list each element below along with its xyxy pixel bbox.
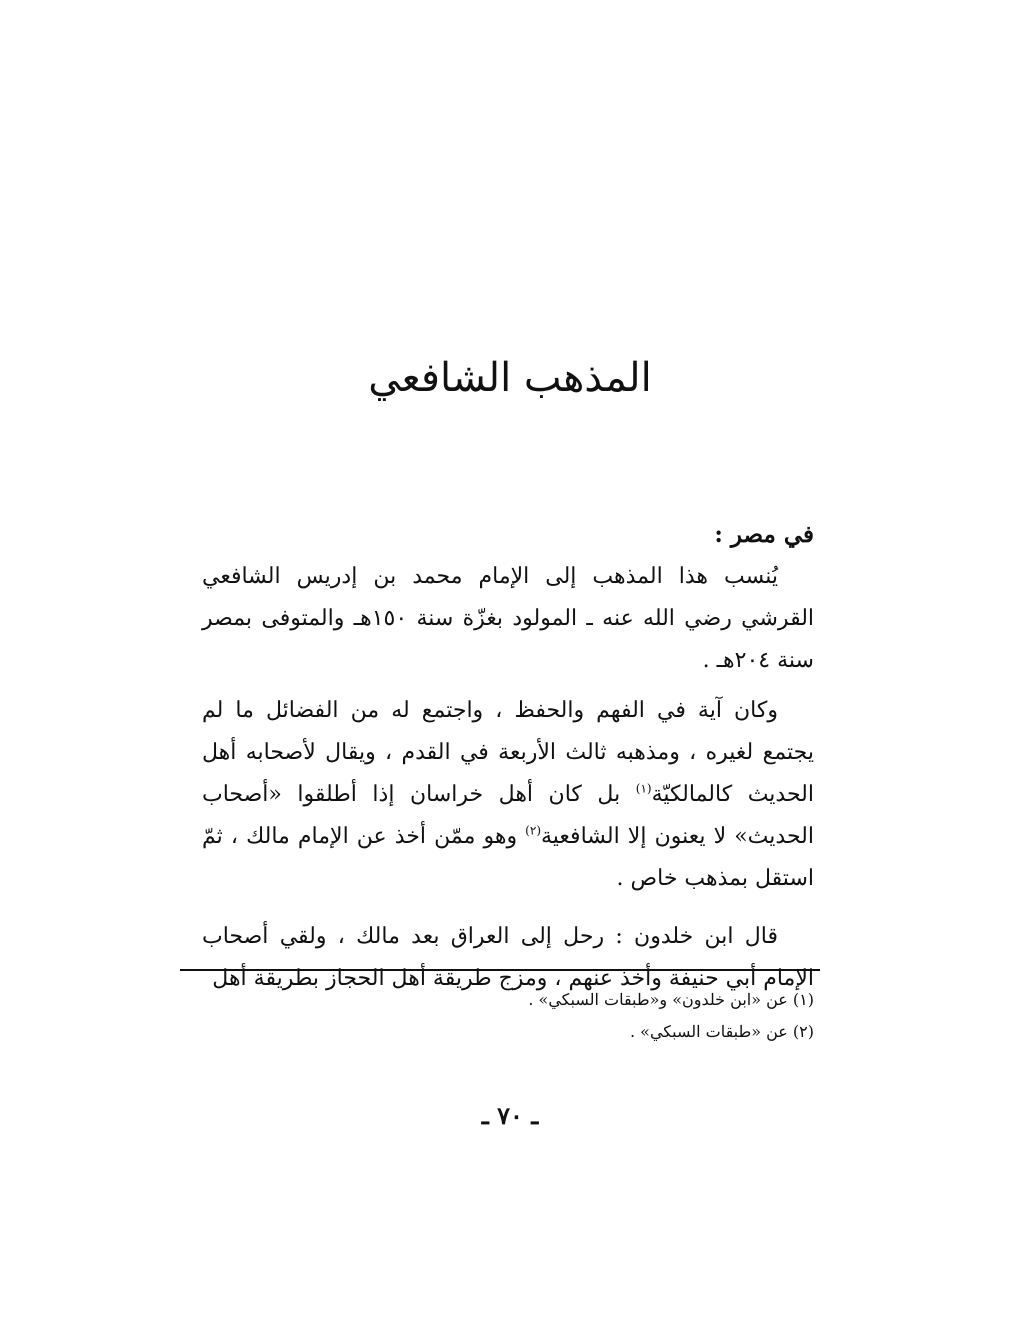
footnote-ref-1[interactable]: (١)	[635, 781, 652, 796]
footnote-1: (١) عن «ابن خلدون» و«طبقات السبكي» .	[528, 990, 814, 1009]
paragraph-1: يُنسب هذا المذهب إلى الإمام محمد بن إدريس الشافعي القرشي رضي الله عنه ـ المولود بغزّة سنة ١٥٠هـ والمتوفى بمصر سنة ٢٠٤هـ .	[202, 564, 815, 673]
chapter-title: المذهب الشافعي	[368, 355, 652, 401]
paragraph-2-part-a: كالمالكيّة	[651, 782, 733, 807]
main-text	[202, 514, 814, 1000]
page-number: ـ ٧٠ ـ	[481, 1101, 539, 1130]
paragraph-3: قال ابن خلدون : رحل إلى العراق بعد مالك ، ولقي أصحاب الإمام أبي حنيفة وأخذ عنهم ، ومزج طريقة أهل الحجاز بطريقة أهل	[202, 924, 814, 991]
paragraph-2-part-b: بل كان أهل خراسان إذا أطلقوا «أصحاب الحديث» لا يعنون إلا الشافعية	[202, 782, 814, 849]
footnote-divider	[180, 969, 820, 971]
section-heading: في مصر :	[714, 521, 814, 548]
paragraph-2-text: وكان آية في الفهم والحفظ ، واجتمع له من الفضائل ما لم يجتمع لغيره ، ومذهبه ثالث الأربعة في القدم ، ويقال لأصحابه أهل الحديث	[202, 698, 814, 807]
paragraph-2	[202, 690, 814, 900]
footnote-ref-2[interactable]: (٢)	[525, 823, 541, 838]
footnotes	[202, 984, 814, 1048]
paragraph-2-part-c: وهو ممّن أخذ عن الإمام مالك ، ثمّ استقل بمذهب خاص .	[202, 824, 814, 891]
footnote-2: (٢) عن «طبقات السبكي» .	[629, 1022, 814, 1041]
